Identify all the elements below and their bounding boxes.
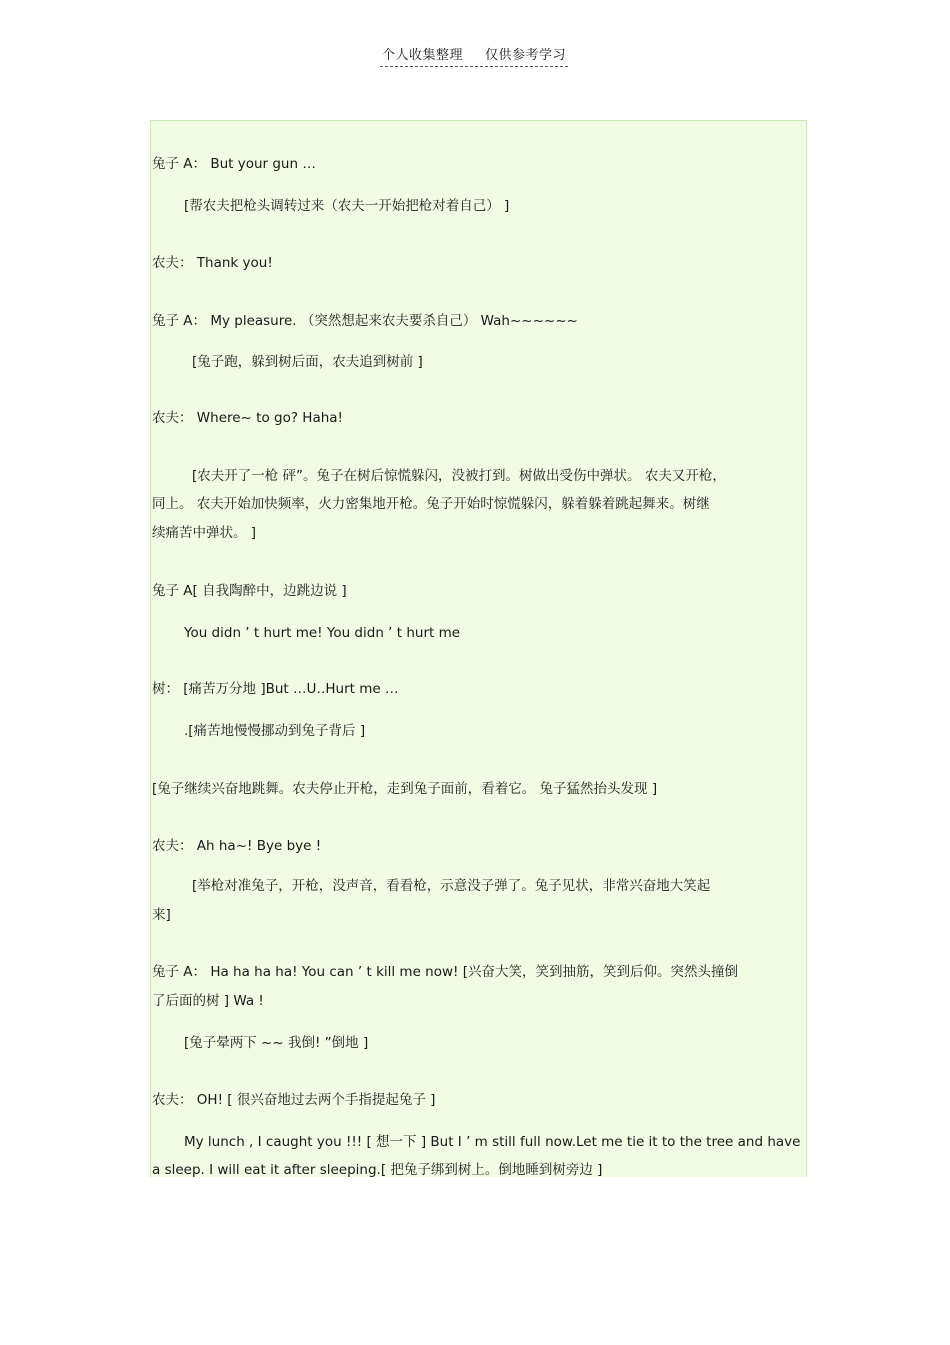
stage-direction: [兔子跑，躲到树后面，农夫追到树前 ] (192, 354, 423, 370)
script-line: 兔子 A： Ha ha ha ha! You can ’ t kill me now! [兴奋大笑，笑到抽筋，笑到后仰。突然头撞倒 (152, 964, 739, 980)
script-line: 农夫： Thank you! (152, 255, 273, 271)
stage-direction: [兔子继续兴奋地跳舞。农夫停止开枪，走到兔子面前，看着它。 兔子猛然抬头发现 ] (152, 781, 658, 797)
stage-direction: [帮农夫把枪头调转过来（农夫一开始把枪对着自己） ] (184, 198, 510, 214)
page-header (380, 44, 568, 67)
stage-direction: 续痛苦中弹状。 ] (152, 525, 257, 541)
script-line: My lunch , I caught you !!! [ 想一下 ] But I ’ m still full now.Let me tie it to the tree and have (184, 1134, 801, 1150)
stage-direction: 来] (152, 907, 171, 923)
script-line: 农夫： Where~ to go? Haha! (152, 410, 343, 426)
script-line: 了后面的树 ] Wa ! (152, 993, 264, 1009)
script-line: 兔子 A： My pleasure. （突然想起来农夫要杀自己） Wah~~~~~~ (152, 313, 578, 329)
script-line: 兔子 A[ 自我陶醉中，边跳边说 ] (152, 583, 347, 599)
stage-direction: [举枪对准兔子，开枪，没声音，看看枪，示意没子弹了。兔子见状，非常兴奋地大笑起 (192, 878, 711, 894)
header-left-text: 个人收集整理 (381, 48, 463, 63)
stage-direction: [兔子晕两下 ~~ 我倒! ”倒地 ] (184, 1035, 369, 1051)
script-line: a sleep. I will eat it after sleeping.[ 把兔子绑到树上。倒地睡到树旁边 ] (152, 1162, 603, 1178)
script-line: 农夫： OH! [ 很兴奋地过去两个手指提起兔子 ] (152, 1092, 436, 1108)
script-line: 兔子 A： But your gun … (152, 156, 316, 172)
stage-direction: [农夫开了一枪 砰”。兔子在树后惊慌躲闪，没被打到。树做出受伤中弹状。 农夫又开枪， (192, 468, 726, 484)
script-line: 树： [痛苦万分地 ]But …U‥Hurt me … (152, 681, 399, 697)
stage-direction: 同上。 农夫开始加快频率，火力密集地开枪。兔子开始时惊慌躲闪，躲着躲着跳起舞来。树继 (152, 496, 710, 512)
script-line: 农夫： Ah ha~! Bye bye ! (152, 838, 322, 854)
script-line: You didn ’ t hurt me! You didn ’ t hurt me (184, 625, 461, 641)
header-right-text: 仅供参考学习 (485, 48, 567, 63)
stage-direction: .[痛苦地慢慢挪动到兔子背后 ] (184, 723, 366, 739)
script-content (150, 120, 807, 1177)
